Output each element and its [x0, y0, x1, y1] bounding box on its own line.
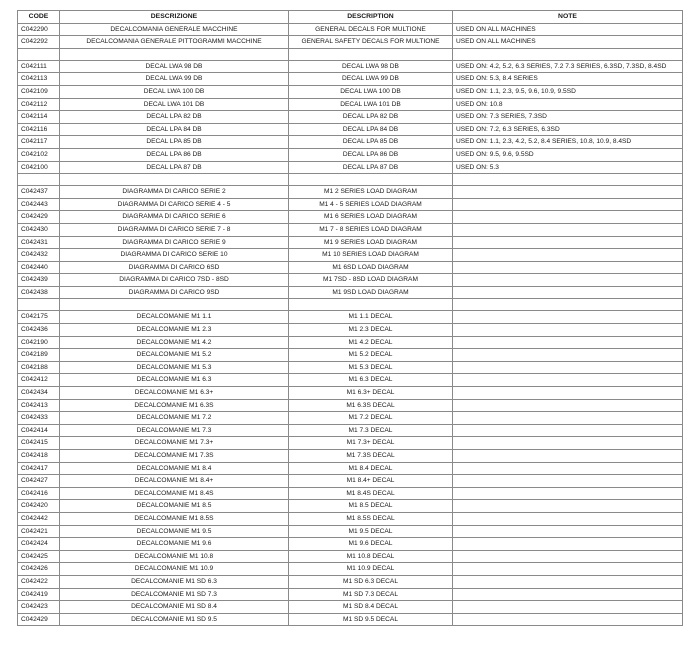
italian-description-cell: DIAGRAMMA DI CARICO 7SD - 8SD	[60, 274, 289, 287]
english-description-cell: DECAL LWA 100 DB	[289, 85, 453, 98]
english-description-cell: M1 7 - 8 SERIES LOAD DIAGRAM	[289, 223, 453, 236]
part-code-cell: C042412	[18, 374, 60, 387]
part-code-cell: C042426	[18, 563, 60, 576]
group-spacer-row	[18, 299, 683, 311]
english-description-cell: M1 SD 8.4 DECAL	[289, 601, 453, 614]
note-cell: USED ON: 10.8	[453, 98, 683, 111]
part-code-cell: C042292	[18, 36, 60, 49]
part-code-cell: C042436	[18, 324, 60, 337]
italian-description-cell: DECALCOMANIE M1 8.5	[60, 500, 289, 513]
italian-description-cell: DECALCOMANIE M1 8.4+	[60, 475, 289, 488]
table-row	[18, 73, 683, 86]
table-row	[18, 211, 683, 224]
table-row	[18, 387, 683, 400]
part-code-cell: C042434	[18, 387, 60, 400]
note-cell: USED ON: 7.3 SERIES, 7.3SD	[453, 111, 683, 124]
empty-cell	[289, 299, 453, 311]
part-code-cell: C042413	[18, 399, 60, 412]
part-code-cell: C042113	[18, 73, 60, 86]
english-description-cell: M1 7SD - 8SD LOAD DIAGRAM	[289, 274, 453, 287]
note-cell	[453, 261, 683, 274]
english-description-cell: DECAL LWA 101 DB	[289, 98, 453, 111]
table-row	[18, 36, 683, 49]
italian-description-cell: DECALCOMANIE M1 6.3	[60, 374, 289, 387]
empty-cell	[453, 174, 683, 186]
table-row	[18, 286, 683, 299]
empty-cell	[453, 299, 683, 311]
english-description-cell: GENERAL DECALS FOR MULTIONE	[289, 23, 453, 36]
note-cell	[453, 500, 683, 513]
italian-description-cell: DECALCOMANIE M1 10.9	[60, 563, 289, 576]
english-description-cell: DECAL LWA 99 DB	[289, 73, 453, 86]
table-row	[18, 111, 683, 124]
english-description-cell: M1 1.1 DECAL	[289, 311, 453, 324]
part-code-cell: C042438	[18, 286, 60, 299]
note-cell	[453, 374, 683, 387]
italian-description-cell: DECAL LPA 84 DB	[60, 123, 289, 136]
part-code-cell: C042414	[18, 424, 60, 437]
header-row	[18, 11, 683, 24]
table-row	[18, 462, 683, 475]
english-description-cell: M1 SD 7.3 DECAL	[289, 588, 453, 601]
empty-cell	[453, 48, 683, 60]
part-code-cell: C042418	[18, 450, 60, 463]
part-code-cell: C042189	[18, 349, 60, 362]
table-row	[18, 412, 683, 425]
note-cell: USED ON: 7.2, 6.3 SERIES, 6.3SD	[453, 123, 683, 136]
english-description-cell: M1 9 SERIES LOAD DIAGRAM	[289, 236, 453, 249]
note-cell: USED ON: 9.5, 9.6, 9.5SD	[453, 148, 683, 161]
note-cell	[453, 274, 683, 287]
note-cell	[453, 462, 683, 475]
table-row	[18, 588, 683, 601]
english-description-cell: M1 2.3 DECAL	[289, 324, 453, 337]
part-code-cell: C042111	[18, 60, 60, 73]
part-code-cell: C042116	[18, 123, 60, 136]
italian-description-cell: DECALCOMANIE M1 5.3	[60, 361, 289, 374]
note-cell	[453, 588, 683, 601]
table-row	[18, 261, 683, 274]
table-row	[18, 512, 683, 525]
note-cell	[453, 211, 683, 224]
note-cell	[453, 349, 683, 362]
table-row	[18, 613, 683, 626]
italian-description-cell: DECALCOMANIE M1 8.4	[60, 462, 289, 475]
english-description-cell: M1 10 SERIES LOAD DIAGRAM	[289, 249, 453, 262]
english-description-cell: GENERAL SAFETY DECALS FOR MULTIONE	[289, 36, 453, 49]
table-row	[18, 123, 683, 136]
english-description-cell: DECAL LPA 86 DB	[289, 148, 453, 161]
english-description-cell: M1 9.5 DECAL	[289, 525, 453, 538]
part-code-cell: C042114	[18, 111, 60, 124]
part-code-cell: C042109	[18, 85, 60, 98]
italian-description-cell: DECALCOMANIE M1 SD 8.4	[60, 601, 289, 614]
italian-description-cell: DIAGRAMMA DI CARICO SERIE 6	[60, 211, 289, 224]
italian-description-cell: DECALCOMANIE M1 9.5	[60, 525, 289, 538]
note-cell	[453, 387, 683, 400]
italian-description-cell: DIAGRAMMA DI CARICO SERIE 9	[60, 236, 289, 249]
part-code-cell: C042188	[18, 361, 60, 374]
part-code-cell: C042190	[18, 336, 60, 349]
italian-description-cell: DECALCOMANIE M1 9.6	[60, 538, 289, 551]
note-cell: USED ON: 5.3	[453, 161, 683, 174]
table-row	[18, 399, 683, 412]
part-code-cell: C042430	[18, 223, 60, 236]
part-code-cell: C042422	[18, 575, 60, 588]
table-row	[18, 60, 683, 73]
note-cell	[453, 601, 683, 614]
table-header	[18, 11, 683, 24]
table-row	[18, 550, 683, 563]
english-description-cell: M1 2 SERIES LOAD DIAGRAM	[289, 186, 453, 199]
table-row	[18, 349, 683, 362]
table-row	[18, 161, 683, 174]
italian-description-cell: DECALCOMANIE M1 8.5S	[60, 512, 289, 525]
table-row	[18, 249, 683, 262]
part-code-cell: C042431	[18, 236, 60, 249]
empty-cell	[289, 174, 453, 186]
english-description-cell: M1 6.3 DECAL	[289, 374, 453, 387]
table-row	[18, 324, 683, 337]
table-row	[18, 236, 683, 249]
empty-cell	[18, 299, 60, 311]
table-row	[18, 601, 683, 614]
table-row	[18, 525, 683, 538]
english-description-cell: M1 4 - 5 SERIES LOAD DIAGRAM	[289, 198, 453, 211]
part-code-cell: C042420	[18, 500, 60, 513]
italian-description-cell: DECAL LPA 87 DB	[60, 161, 289, 174]
italian-description-cell: DIAGRAMMA DI CARICO SERIE 4 - 5	[60, 198, 289, 211]
note-cell	[453, 186, 683, 199]
part-code-cell: C042417	[18, 462, 60, 475]
italian-description-cell: DIAGRAMMA DI CARICO 9SD	[60, 286, 289, 299]
note-cell	[453, 223, 683, 236]
english-description-cell: DECAL LWA 98 DB	[289, 60, 453, 73]
note-cell	[453, 437, 683, 450]
part-code-cell: C042443	[18, 198, 60, 211]
italian-description-cell: DECAL LWA 98 DB	[60, 60, 289, 73]
italian-description-cell: DIAGRAMMA DI CARICO SERIE 10	[60, 249, 289, 262]
table-row	[18, 186, 683, 199]
header-descrizione: DESCRIZIONE	[60, 11, 289, 24]
english-description-cell: M1 7.3S DECAL	[289, 450, 453, 463]
part-code-cell: C042421	[18, 525, 60, 538]
italian-description-cell: DECALCOMANIE M1 6.3+	[60, 387, 289, 400]
note-cell: USED ON: 1.1, 2.3, 4.2, 5.2, 8.4 SERIES, 10.8, 10.9, 8.4SD	[453, 136, 683, 149]
italian-description-cell: DIAGRAMMA DI CARICO SERIE 2	[60, 186, 289, 199]
english-description-cell: M1 6.3+ DECAL	[289, 387, 453, 400]
note-cell	[453, 236, 683, 249]
table-row	[18, 563, 683, 576]
table-row	[18, 538, 683, 551]
part-code-cell: C042425	[18, 550, 60, 563]
english-description-cell: M1 8.5S DECAL	[289, 512, 453, 525]
table-row	[18, 336, 683, 349]
table-row	[18, 437, 683, 450]
table-row	[18, 85, 683, 98]
part-code-cell: C042423	[18, 601, 60, 614]
note-cell	[453, 286, 683, 299]
note-cell: USED ON ALL MACHINES	[453, 23, 683, 36]
italian-description-cell: DECALCOMANIE M1 7.2	[60, 412, 289, 425]
note-cell	[453, 198, 683, 211]
italian-description-cell: DECAL LPA 86 DB	[60, 148, 289, 161]
table-row	[18, 374, 683, 387]
italian-description-cell: DECALCOMANIE M1 7.3S	[60, 450, 289, 463]
part-code-cell: C042112	[18, 98, 60, 111]
italian-description-cell: DECALCOMANIE M1 1.1	[60, 311, 289, 324]
part-code-cell: C042429	[18, 211, 60, 224]
note-cell	[453, 450, 683, 463]
decal-parts-table	[17, 10, 683, 626]
group-spacer-row	[18, 48, 683, 60]
english-description-cell: DECAL LPA 87 DB	[289, 161, 453, 174]
part-code-cell: C042415	[18, 437, 60, 450]
italian-description-cell: DECALCOMANIE M1 7.3	[60, 424, 289, 437]
header-description: DESCRIPTION	[289, 11, 453, 24]
table-row	[18, 500, 683, 513]
table-row	[18, 424, 683, 437]
italian-description-cell: DIAGRAMMA DI CARICO 6SD	[60, 261, 289, 274]
empty-cell	[289, 48, 453, 60]
english-description-cell: M1 6SD LOAD DIAGRAM	[289, 261, 453, 274]
part-code-cell: C042102	[18, 148, 60, 161]
italian-description-cell: DECAL LPA 82 DB	[60, 111, 289, 124]
italian-description-cell: DECAL LWA 99 DB	[60, 73, 289, 86]
note-cell	[453, 550, 683, 563]
english-description-cell: M1 10.9 DECAL	[289, 563, 453, 576]
english-description-cell: M1 9SD LOAD DIAGRAM	[289, 286, 453, 299]
note-cell	[453, 424, 683, 437]
note-cell	[453, 249, 683, 262]
table-row	[18, 198, 683, 211]
note-cell	[453, 311, 683, 324]
english-description-cell: DECAL LPA 84 DB	[289, 123, 453, 136]
table-row	[18, 575, 683, 588]
table-row	[18, 450, 683, 463]
table-row	[18, 148, 683, 161]
part-code-cell: C042440	[18, 261, 60, 274]
english-description-cell: M1 8.5 DECAL	[289, 500, 453, 513]
english-description-cell: M1 SD 6.3 DECAL	[289, 575, 453, 588]
note-cell	[453, 512, 683, 525]
note-cell	[453, 538, 683, 551]
part-code-cell: C042439	[18, 274, 60, 287]
part-code-cell: C042290	[18, 23, 60, 36]
note-cell	[453, 487, 683, 500]
italian-description-cell: DECALCOMANIE M1 4.2	[60, 336, 289, 349]
empty-cell	[60, 48, 289, 60]
part-code-cell: C042416	[18, 487, 60, 500]
english-description-cell: M1 7.2 DECAL	[289, 412, 453, 425]
note-cell	[453, 563, 683, 576]
note-cell	[453, 575, 683, 588]
table-row	[18, 487, 683, 500]
italian-description-cell: DECALCOMANIE M1 SD 7.3	[60, 588, 289, 601]
part-code-cell: C042424	[18, 538, 60, 551]
italian-description-cell: DECALCOMANIE M1 8.4S	[60, 487, 289, 500]
table-row	[18, 98, 683, 111]
table-body	[18, 23, 683, 626]
table-row	[18, 223, 683, 236]
table-row	[18, 311, 683, 324]
note-cell	[453, 399, 683, 412]
italian-description-cell: DECAL LPA 85 DB	[60, 136, 289, 149]
note-cell	[453, 613, 683, 626]
english-description-cell: M1 10.8 DECAL	[289, 550, 453, 563]
note-cell: USED ON: 1.1, 2.3, 9.5, 9.6, 10.9, 9.5SD	[453, 85, 683, 98]
italian-description-cell: DECALCOMANIE M1 10.8	[60, 550, 289, 563]
part-code-cell: C042437	[18, 186, 60, 199]
english-description-cell: DECAL LPA 82 DB	[289, 111, 453, 124]
english-description-cell: M1 5.3 DECAL	[289, 361, 453, 374]
italian-description-cell: DECALCOMANIA GENERALE MACCHINE	[60, 23, 289, 36]
part-code-cell: C042433	[18, 412, 60, 425]
part-code-cell: C042427	[18, 475, 60, 488]
note-cell	[453, 525, 683, 538]
part-code-cell: C042100	[18, 161, 60, 174]
table-row	[18, 136, 683, 149]
italian-description-cell: DECAL LWA 100 DB	[60, 85, 289, 98]
english-description-cell: M1 SD 9.5 DECAL	[289, 613, 453, 626]
italian-description-cell: DECALCOMANIE M1 SD 6.3	[60, 575, 289, 588]
italian-description-cell: DECAL LWA 101 DB	[60, 98, 289, 111]
empty-cell	[18, 48, 60, 60]
table-row	[18, 274, 683, 287]
english-description-cell: M1 8.4S DECAL	[289, 487, 453, 500]
english-description-cell: M1 4.2 DECAL	[289, 336, 453, 349]
part-code-cell: C042117	[18, 136, 60, 149]
english-description-cell: M1 5.2 DECAL	[289, 349, 453, 362]
table-row	[18, 361, 683, 374]
group-spacer-row	[18, 174, 683, 186]
empty-cell	[18, 174, 60, 186]
italian-description-cell: DECALCOMANIE M1 7.3+	[60, 437, 289, 450]
italian-description-cell: DECALCOMANIA GENERALE PITTOGRAMMI MACCHINE	[60, 36, 289, 49]
italian-description-cell: DECALCOMANIE M1 6.3S	[60, 399, 289, 412]
header-code: CODE	[18, 11, 60, 24]
english-description-cell: M1 9.6 DECAL	[289, 538, 453, 551]
english-description-cell: M1 6 SERIES LOAD DIAGRAM	[289, 211, 453, 224]
empty-cell	[60, 299, 289, 311]
italian-description-cell: DIAGRAMMA DI CARICO SERIE 7 - 8	[60, 223, 289, 236]
part-code-cell: C042419	[18, 588, 60, 601]
english-description-cell: M1 8.4 DECAL	[289, 462, 453, 475]
note-cell: USED ON: 5.3, 8.4 SERIES	[453, 73, 683, 86]
italian-description-cell: DECALCOMANIE M1 2.3	[60, 324, 289, 337]
note-cell	[453, 336, 683, 349]
empty-cell	[60, 174, 289, 186]
part-code-cell: C042432	[18, 249, 60, 262]
english-description-cell: M1 7.3 DECAL	[289, 424, 453, 437]
note-cell: USED ON ALL MACHINES	[453, 36, 683, 49]
english-description-cell: M1 6.3S DECAL	[289, 399, 453, 412]
note-cell	[453, 361, 683, 374]
header-note: NOTE	[453, 11, 683, 24]
note-cell	[453, 412, 683, 425]
part-code-cell: C042429	[18, 613, 60, 626]
part-code-cell: C042442	[18, 512, 60, 525]
note-cell: USED ON: 4.2, 5.2, 6.3 SERIES, 7.2 7.3 SERIES, 6.3SD, 7.3SD, 8.4SD	[453, 60, 683, 73]
english-description-cell: M1 8.4+ DECAL	[289, 475, 453, 488]
part-code-cell: C042175	[18, 311, 60, 324]
table-row	[18, 23, 683, 36]
italian-description-cell: DECALCOMANIE M1 5.2	[60, 349, 289, 362]
parts-list-sheet	[17, 10, 683, 626]
english-description-cell: DECAL LPA 85 DB	[289, 136, 453, 149]
english-description-cell: M1 7.3+ DECAL	[289, 437, 453, 450]
note-cell	[453, 324, 683, 337]
italian-description-cell: DECALCOMANIE M1 SD 9.5	[60, 613, 289, 626]
table-row	[18, 475, 683, 488]
note-cell	[453, 475, 683, 488]
